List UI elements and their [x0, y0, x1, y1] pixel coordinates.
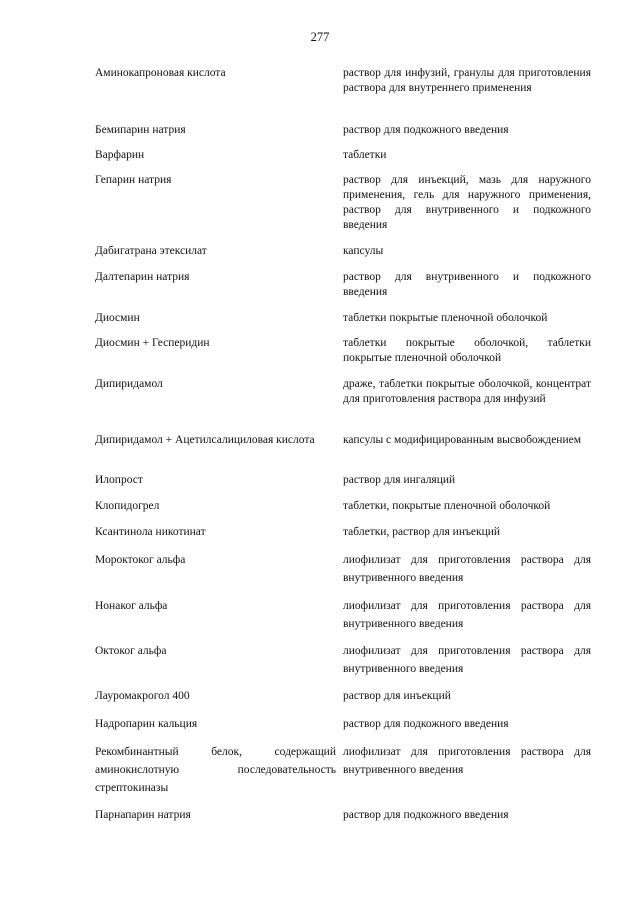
drug-name: Мороктоког альфа — [95, 554, 186, 566]
drug-name: Диосмин + Гесперидин — [95, 337, 210, 349]
dosage-form: таблетки, покрытые пленочной оболочкой — [343, 500, 551, 512]
dosage-form: лиофилизат для приготовления раствора для внутривенного введения — [343, 600, 591, 630]
drug-name: Лауромакрогол 400 — [95, 690, 190, 702]
dosage-form: лиофилизат для приготовления раствора для внутривенного введения — [343, 746, 591, 776]
drug-name: Далтепарин натрия — [95, 271, 190, 283]
drug-name: Диосмин — [95, 312, 140, 324]
drug-name: Ксантинола никотинат — [95, 526, 206, 538]
drug-name: Гепарин натрия — [95, 174, 172, 186]
dosage-form: раствор для подкожного введения — [343, 124, 509, 136]
drug-name: Дабигатрана этексилат — [95, 245, 207, 257]
dosage-form: драже, таблетки покрытые оболочкой, концентрат для приготовления раствора для инфузий — [343, 378, 591, 405]
drug-name: Рекомбинантный белок, содержащий аминокислотную последовательность стрептокиназы — [95, 746, 336, 794]
dosage-form: раствор для внутривенного и подкожного введения — [343, 271, 591, 298]
dosage-form: таблетки покрытые пленочной оболочкой — [343, 312, 548, 324]
drug-name: Варфарин — [95, 149, 145, 161]
dosage-form: капсулы с модифицированным высвобождением — [343, 434, 581, 446]
drug-name: Клопидогрел — [95, 500, 160, 512]
dosage-form: раствор для инфузий, гранулы для приготовления раствора для внутреннего применения — [343, 67, 591, 94]
dosage-form: таблетки — [343, 149, 387, 161]
dosage-form: лиофилизат для приготовления раствора для внутривенного введения — [343, 554, 591, 584]
dosage-form: таблетки, раствор для инъекций — [343, 526, 501, 538]
drug-name: Дипиридамол + Ацетилсалициловая кислота — [95, 434, 315, 446]
drug-name: Бемипарин натрия — [95, 124, 186, 136]
dosage-form: таблетки покрытые оболочкой, таблетки покрытые пленочной оболочкой — [343, 337, 591, 364]
drug-name: Нонаког альфа — [95, 600, 168, 612]
dosage-form: лиофилизат для приготовления раствора для внутривенного введения — [343, 645, 591, 675]
drug-name: Дипиридамол — [95, 378, 163, 390]
drug-name: Илопрост — [95, 474, 143, 486]
dosage-form: раствор для подкожного введения — [343, 809, 509, 821]
drug-name: Октоког альфа — [95, 645, 167, 657]
drug-name: Надропарин кальция — [95, 718, 198, 730]
dosage-form: раствор для подкожного введения — [343, 718, 509, 730]
drug-name: Парнапарин натрия — [95, 809, 191, 821]
page-number: 277 — [310, 30, 330, 44]
dosage-form: раствор для инъекций — [343, 690, 451, 702]
dosage-form: капсулы — [343, 245, 384, 257]
dosage-form: раствор для ингаляций — [343, 474, 456, 486]
drug-name: Аминокапроновая кислота — [95, 67, 226, 79]
dosage-form: раствор для инъекций, мазь для наружного применения, гель для наружного применения, раствор для внутривенного и подкожного введения — [343, 174, 591, 231]
